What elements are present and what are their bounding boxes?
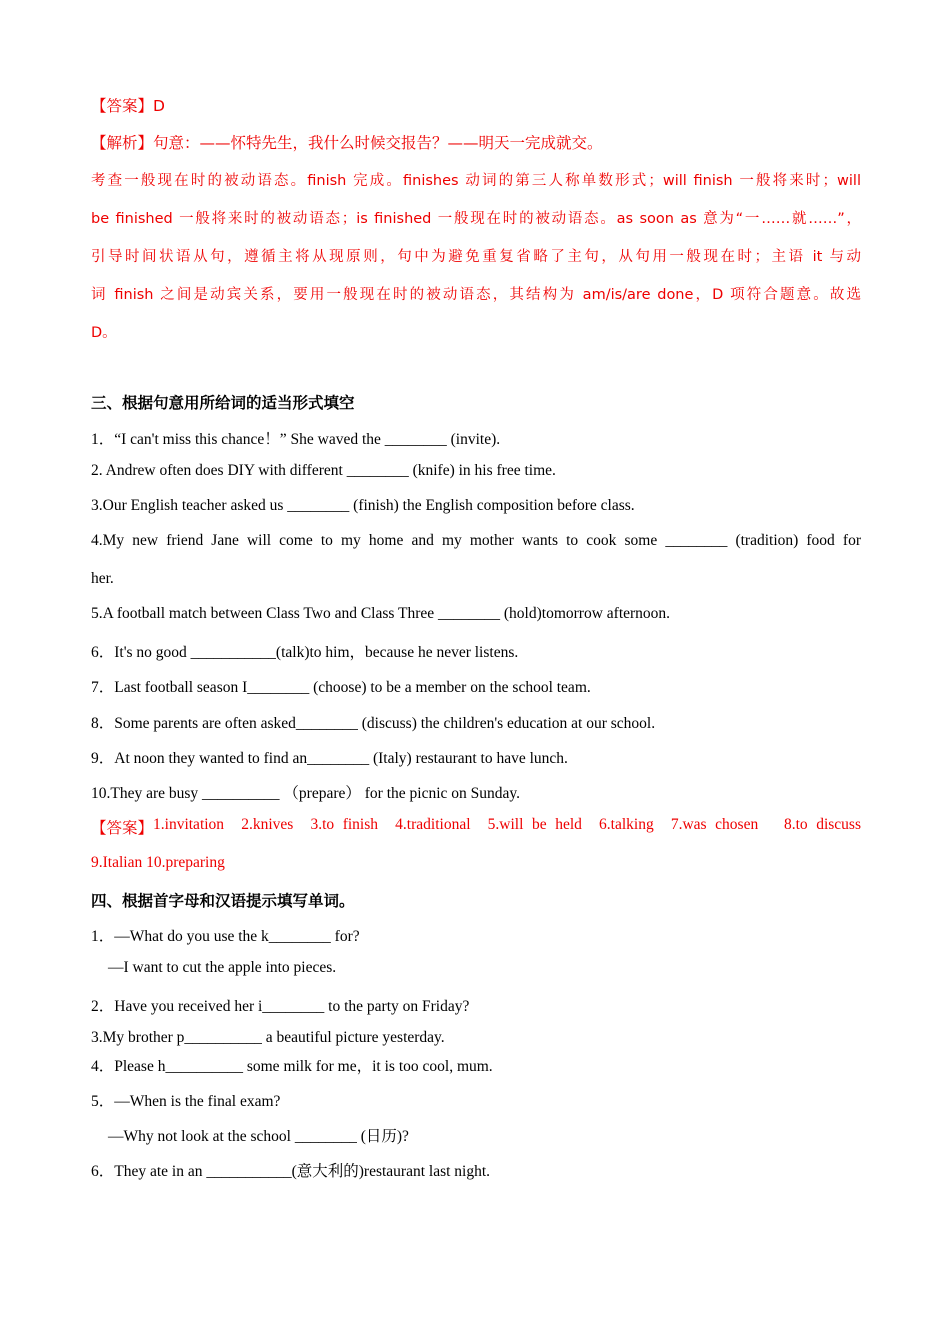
question-8: 8．Some parents are often asked________ (discuss) the children's education at our school. — [91, 715, 656, 732]
question-6: 6．It's no good ___________(talk)to him，because he never listens. — [91, 644, 519, 661]
question-4: 4.My new friend Jane will come to my home and my mother wants to cook some ________ (tradition) food for — [91, 532, 861, 549]
analysis-text-line: D。 — [91, 325, 117, 341]
answers-line — [91, 816, 861, 838]
analysis-text-line: be finished 一般将来时的被动语态；is finished 一般现在时的被动语态。as soon as 意为“一……就……”， — [91, 211, 861, 227]
question-5-reply: —Why not look at the school ________ (日历)? — [108, 1128, 409, 1145]
question-4: 4．Please h__________ some milk for me，it is too cool, mum. — [91, 1058, 493, 1075]
answers-text: 1.invitation 2.knives 3.to finish 4.traditional 5.will be held 6.talking 7.was chosen 8.to discuss — [153, 816, 861, 833]
answer-label: 【答案】 — [91, 819, 154, 837]
question-5: 5．—When is the final exam? — [91, 1093, 281, 1110]
analysis-text-line: 引导时间状语从句，遵循主将从现原则，句中为避免重复省略了主句，从句用一般现在时；主语 it 与动 — [91, 249, 861, 265]
question-5: 5.A football match between Class Two and Class Three ________ (hold)tomorrow afternoon. — [91, 605, 671, 622]
question-10: 10.They are busy __________ （prepare） for the picnic on Sunday. — [91, 785, 521, 802]
question-3: 3.My brother p__________ a beautiful picture yesterday. — [91, 1029, 445, 1046]
analysis-line: 【解析】句意：——怀特先生，我什么时候交报告？——明天一完成就交。 — [91, 134, 603, 152]
section-heading: 四、根据首字母和汉语提示填写单词。 — [91, 892, 355, 910]
section-heading: 三、根据句意用所给词的适当形式填空 — [91, 394, 355, 412]
analysis-text-line: 考查一般现在时的被动语态。finish 完成。finishes 动词的第三人称单数形式；will finish 一般将来时；will — [91, 173, 861, 189]
question-9: 9．At noon they wanted to find an________ (Italy) restaurant to have lunch. — [91, 750, 568, 767]
question-1: 1．—What do you use the k________ for? — [91, 928, 360, 945]
analysis-text-line: 词 finish 之间是动宾关系，要用一般现在时的被动语态，其结构为 am/is/are done，D 项符合题意。故选 — [91, 287, 861, 303]
question-6: 6．They ate in an ___________(意大利的)restaurant last night. — [91, 1163, 491, 1180]
answer-line: 【答案】D — [91, 97, 165, 115]
question-3: 3.Our English teacher asked us ________ (finish) the English composition before class. — [91, 497, 635, 514]
question-4-continued: her. — [91, 570, 114, 587]
question-1-reply: —I want to cut the apple into pieces. — [108, 959, 337, 976]
question-2: 2．Have you received her i________ to the party on Friday? — [91, 998, 470, 1015]
question-7: 7．Last football season I________ (choose) to be a member on the school team. — [91, 679, 591, 696]
question-1: 1．“I can't miss this chance！” She waved the ________ (invite). — [91, 431, 501, 448]
question-2: 2. Andrew often does DIY with different ________ (knife) in his free time. — [91, 462, 556, 479]
answers-line-continued: 9.Italian 10.preparing — [91, 854, 225, 871]
